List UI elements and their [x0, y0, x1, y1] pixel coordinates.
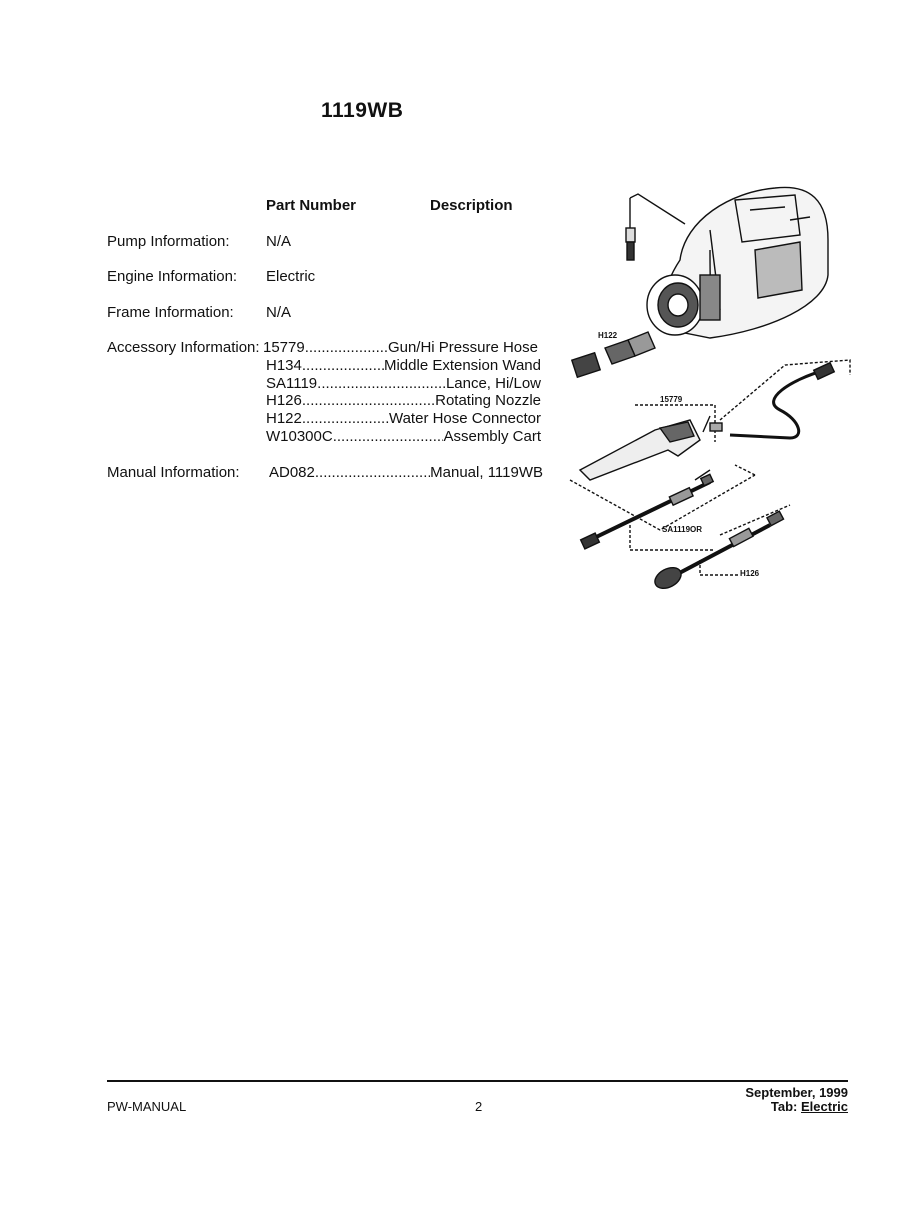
leader-dots	[333, 428, 444, 446]
engine-info-label: Engine Information:	[107, 268, 238, 285]
accessory-part: H134	[266, 357, 302, 374]
manual-part: AD082	[269, 464, 315, 481]
accessory-part: W10300C	[266, 428, 333, 445]
leader-dots	[302, 410, 389, 428]
part-number-header: Part Number	[266, 197, 357, 214]
accessory-line	[266, 410, 541, 428]
diagram-label-15779: 15779	[660, 395, 683, 404]
accessory-desc: Gun/Hi Pressure Hose	[387, 339, 538, 356]
pump-info-label: Pump Information:	[107, 233, 230, 250]
leader-dots	[305, 339, 388, 357]
footer-tab-label: Tab:	[770, 1099, 798, 1114]
accessory-part: H126	[266, 392, 302, 409]
accessory-part: SA1119	[266, 375, 318, 392]
footer-manual-name: PW-MANUAL	[107, 1099, 187, 1114]
accessory-line	[263, 339, 538, 357]
accessory-line	[266, 392, 541, 410]
accessory-desc: Water Hose Connector	[388, 410, 541, 427]
footer-divider	[107, 1080, 848, 1082]
diagram-label-sa1119: SA1119OR	[662, 525, 703, 534]
description-header: Description	[430, 197, 513, 214]
accessory-desc: Assembly Cart	[443, 428, 541, 445]
engine-info-value: Electric	[266, 268, 316, 285]
page-title: 1119WB	[321, 99, 404, 122]
footer-date: September, 1999	[745, 1085, 848, 1100]
frame-info-label: Frame Information:	[107, 304, 234, 321]
accessory-part: H122	[266, 410, 302, 427]
manual-line	[269, 464, 543, 482]
accessory-info-label: Accessory Information:	[107, 339, 260, 356]
diagram-label-h122: H122	[598, 331, 618, 340]
page-number: 2	[475, 1099, 483, 1114]
accessory-line	[266, 357, 541, 375]
parts-diagram	[560, 180, 855, 600]
leader-dots	[302, 392, 435, 410]
leader-dots	[317, 375, 446, 393]
manual-info-label: Manual Information:	[107, 464, 240, 481]
footer-tab	[771, 1099, 848, 1114]
accessory-line	[266, 428, 541, 446]
accessory-desc: Middle Extension Wand	[383, 357, 541, 374]
diagram-label-h126: H126	[740, 569, 760, 578]
accessory-desc: Rotating Nozzle	[435, 392, 541, 409]
leader-dots	[302, 357, 384, 375]
footer-tab-value: Electric	[801, 1099, 848, 1114]
manual-desc: Manual, 1119WB	[430, 464, 543, 481]
accessory-part: 15779	[263, 339, 305, 356]
frame-info-value: N/A	[266, 304, 292, 321]
accessory-line	[266, 375, 541, 393]
leader-dots	[315, 464, 430, 482]
pump-info-value: N/A	[266, 233, 292, 250]
accessory-desc: Lance, Hi/Low	[445, 375, 541, 392]
